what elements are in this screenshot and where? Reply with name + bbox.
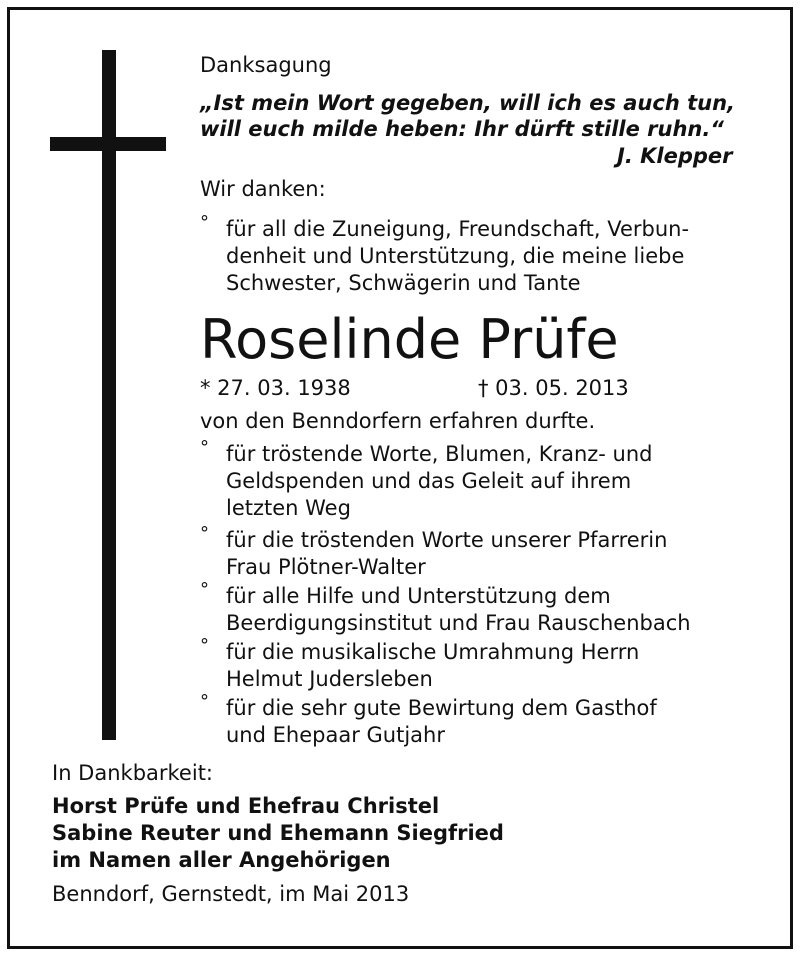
- quote-author: J. Klepper: [617, 144, 733, 168]
- item-line: für die sehr gute Bewirtung dem Gasthof: [226, 696, 657, 720]
- item-line: Frau Plötner-Walter: [226, 555, 426, 579]
- bullet-mark: °: [200, 635, 209, 656]
- signer-line: im Namen aller Angehörigen: [52, 848, 391, 872]
- continuation-text: von den Benndorfern erfahren durfte.: [200, 409, 596, 433]
- bullet-mark: °: [200, 437, 209, 458]
- item-line: letzten Weg: [226, 496, 351, 520]
- bullet-mark: °: [200, 212, 209, 233]
- item-line: und Ehepaar Gutjahr: [226, 723, 445, 747]
- item-line: Geldspenden und das Geleit auf ihrem: [226, 469, 632, 493]
- item-line: für die tröstenden Worte unserer Pfarrerin: [226, 528, 668, 552]
- first-item-line: Schwester, Schwägerin und Tante: [226, 271, 581, 295]
- quote-line-2: will euch milde heben: Ihr dürft stille ruhn.“: [200, 117, 724, 141]
- deceased-name: Roselinde Prüfe: [200, 308, 619, 371]
- death-date: † 03. 05. 2013: [478, 376, 629, 400]
- intro-text: Wir danken:: [200, 177, 326, 201]
- bullet-mark: °: [200, 691, 209, 712]
- item-line: Helmut Judersleben: [226, 667, 433, 691]
- closing-label: In Dankbarkeit:: [52, 761, 213, 785]
- cross-vertical-bar: [102, 50, 116, 740]
- first-item-line: denheit und Unterstützung, die meine liebe: [226, 244, 685, 268]
- cross-horizontal-bar: [50, 137, 166, 151]
- item-line: für die musikalische Umrahmung Herrn: [226, 640, 640, 664]
- heading: Danksagung: [200, 53, 332, 77]
- place-date: Benndorf, Gernstedt, im Mai 2013: [52, 882, 410, 906]
- quote-line-1: „Ist mein Wort gegeben, will ich es auch tun,: [200, 91, 735, 115]
- bullet-mark: °: [200, 579, 209, 600]
- item-line: Beerdigungsinstitut und Frau Rauschenbach: [226, 611, 691, 635]
- item-line: für alle Hilfe und Unterstützung dem: [226, 584, 611, 608]
- first-item-line: für all die Zuneigung, Freundschaft, Verbun-: [226, 217, 690, 241]
- signer-line: Sabine Reuter und Ehemann Siegfried: [52, 821, 504, 845]
- birth-date: * 27. 03. 1938: [200, 376, 351, 400]
- item-line: für tröstende Worte, Blumen, Kranz- und: [226, 442, 653, 466]
- bullet-mark: °: [200, 523, 209, 544]
- signer-line: Horst Prüfe und Ehefrau Christel: [52, 794, 440, 818]
